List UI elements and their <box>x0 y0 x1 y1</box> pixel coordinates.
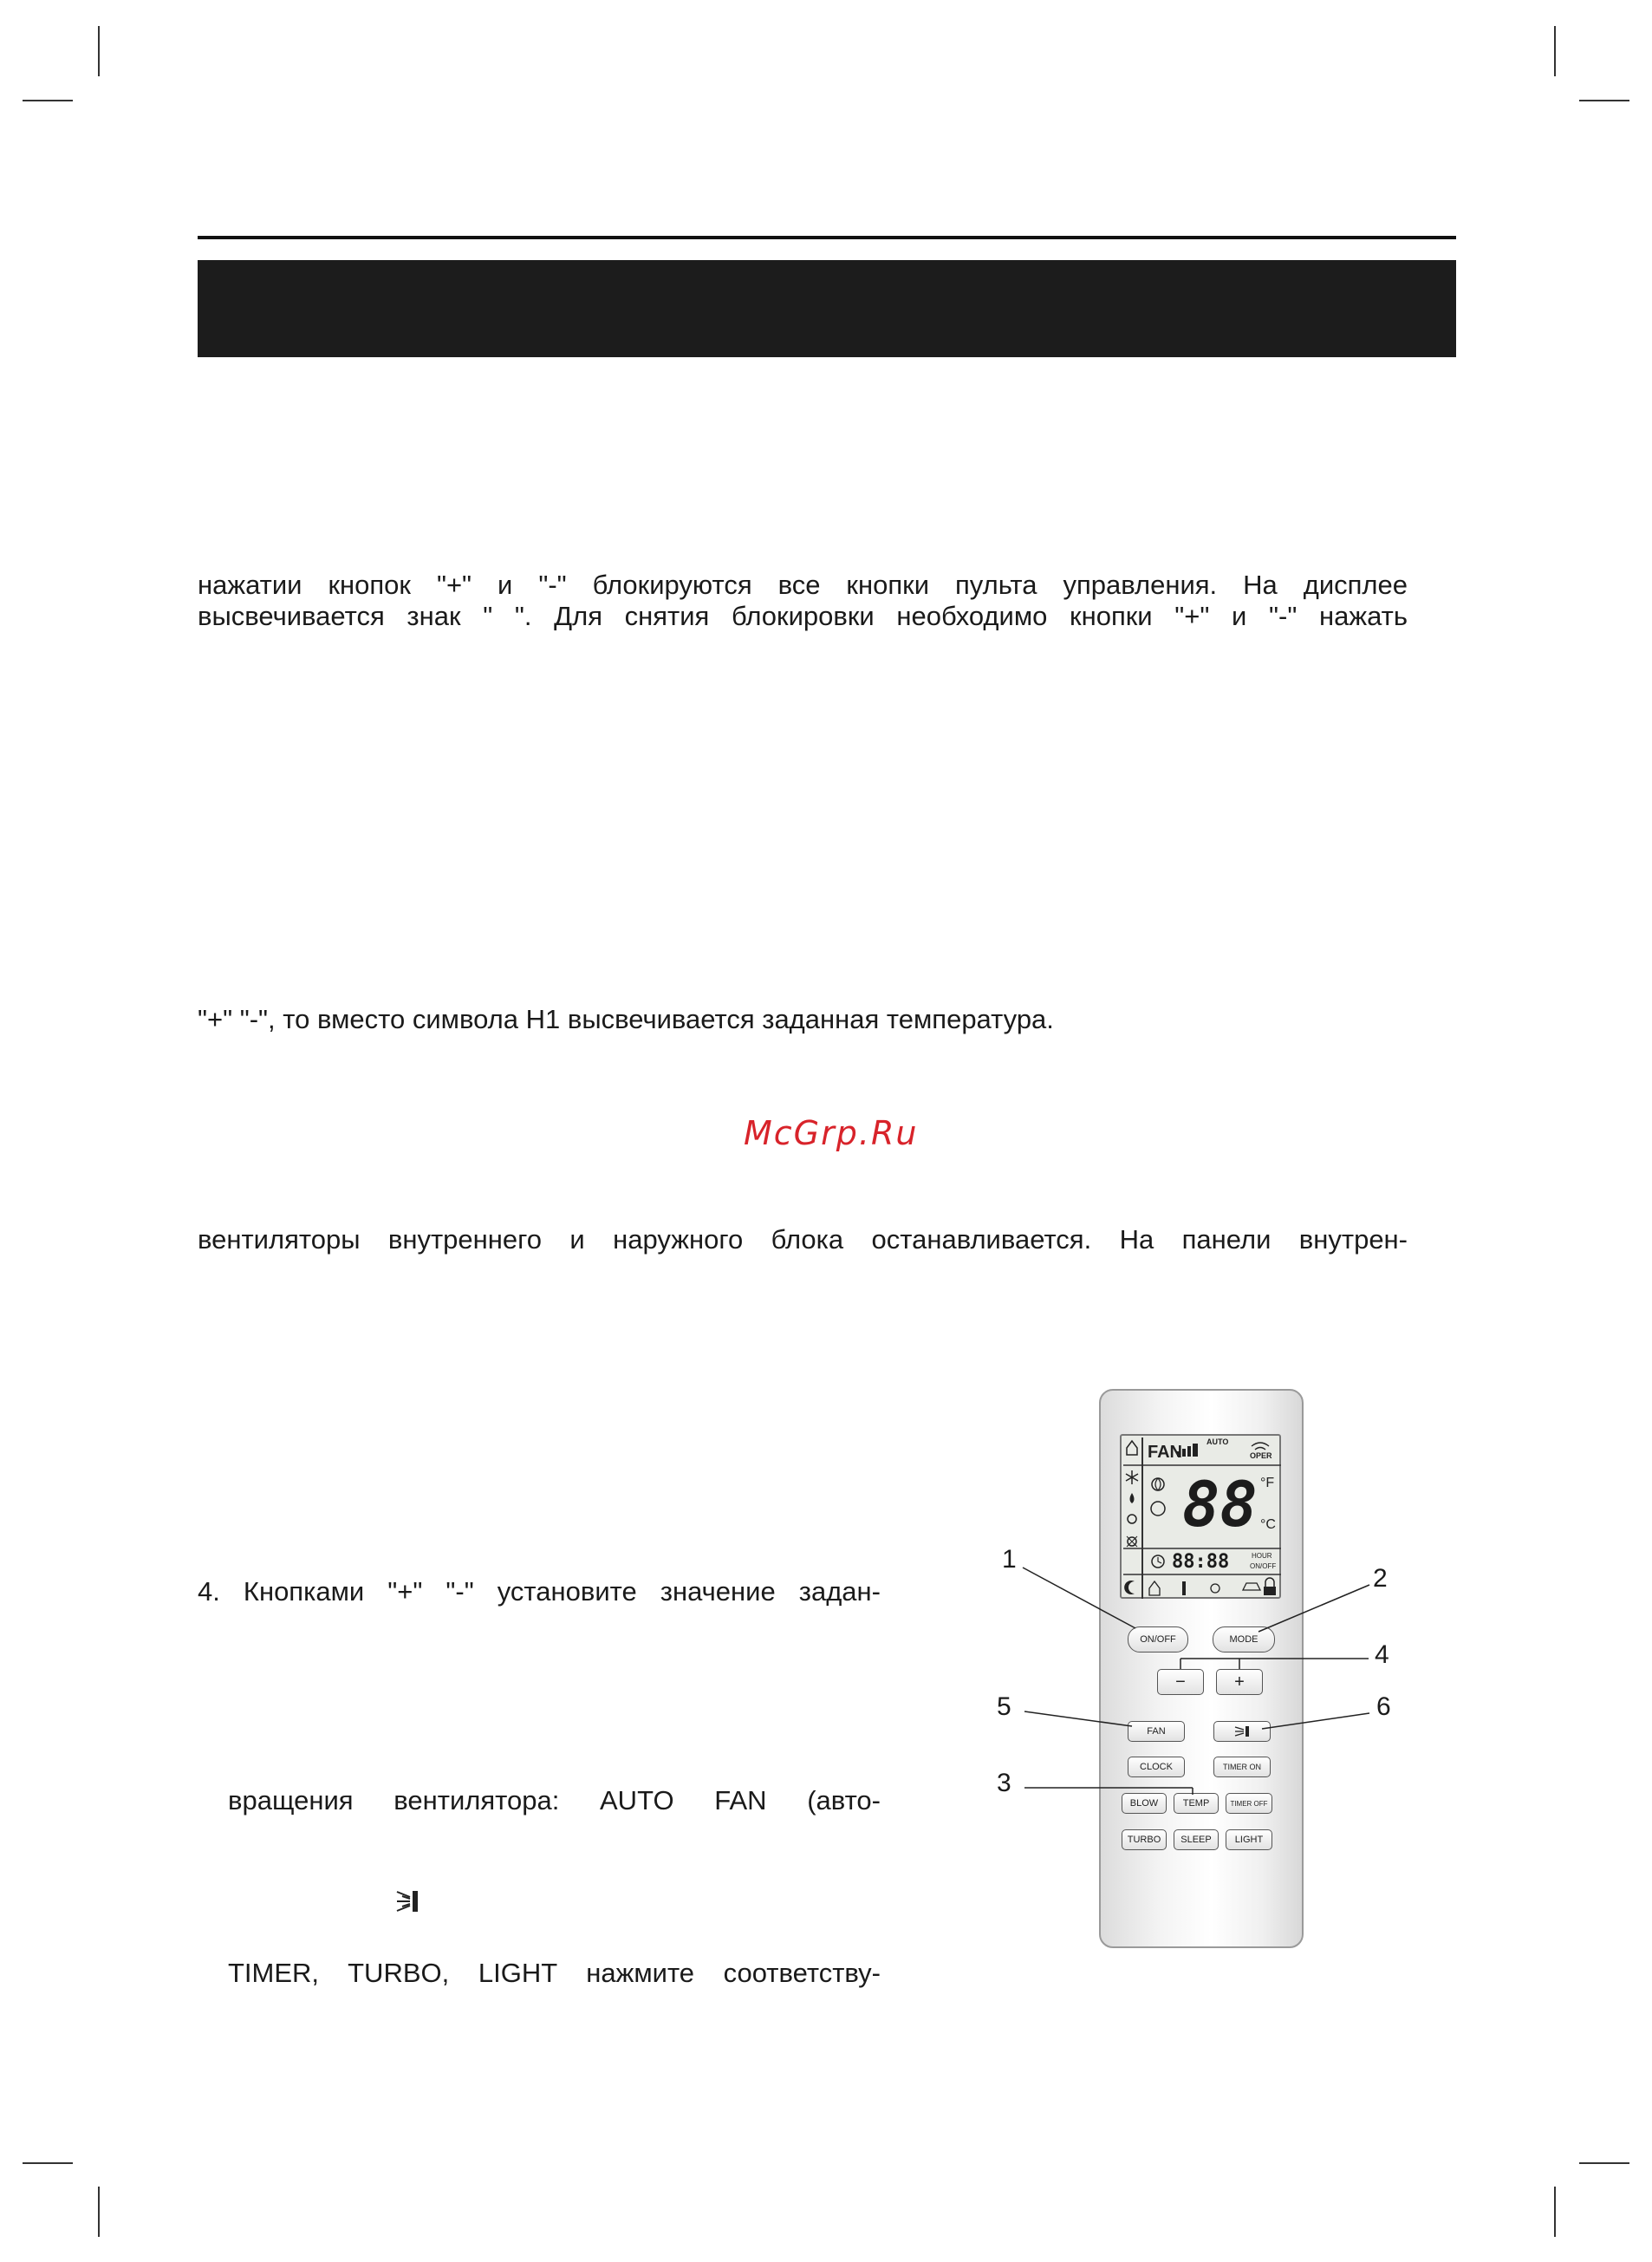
temp-button[interactable]: TEMP <box>1174 1793 1219 1814</box>
fan-button[interactable]: FAN <box>1128 1721 1185 1742</box>
callout-1: 1 <box>1002 1545 1017 1574</box>
lcd-unit-f: °F <box>1260 1476 1275 1490</box>
paragraph-line: нажатии кнопок "+" и "-" блокируются все кнопки пульта управления. На дисплее <box>198 570 1408 600</box>
lcd-auto-label: AUTO <box>1206 1437 1229 1446</box>
paragraph-line: "+" "-", то вместо символа Н1 высвечивается заданная температура. <box>198 1004 1054 1034</box>
lcd-oper-label: OPER <box>1250 1451 1272 1460</box>
callout-6: 6 <box>1376 1692 1391 1721</box>
crop-mark <box>23 2162 73 2164</box>
crop-mark <box>1554 2187 1556 2237</box>
lcd-fan-label: FAN <box>1148 1443 1182 1462</box>
crop-mark <box>1554 26 1556 76</box>
mode-button[interactable]: MODE <box>1213 1626 1275 1652</box>
timer-on-button[interactable]: TIMER ON <box>1213 1757 1271 1777</box>
plus-button[interactable]: + <box>1216 1669 1263 1695</box>
callout-4: 4 <box>1375 1640 1389 1669</box>
paragraph-line: TIMER, TURBO, LIGHT нажмите соответству- <box>228 1958 881 1988</box>
paragraph-line: вращения вентилятора: AUTO FAN (авто- <box>228 1785 881 1815</box>
timer-off-button[interactable]: TIMER OFF <box>1226 1793 1272 1814</box>
callout-2: 2 <box>1373 1564 1388 1593</box>
crop-mark <box>98 26 100 76</box>
blow-button[interactable]: BLOW <box>1122 1793 1167 1814</box>
lcd-hour-label: HOUR <box>1252 1552 1272 1560</box>
paragraph-line: 4. Кнопками "+" "-" установите значение задан- <box>198 1576 881 1607</box>
section-header-bar <box>198 260 1456 357</box>
on-off-button[interactable]: ON/OFF <box>1128 1626 1188 1652</box>
callout-5: 5 <box>997 1692 1011 1721</box>
light-button[interactable]: LIGHT <box>1226 1829 1272 1850</box>
crop-mark <box>1579 100 1629 101</box>
clock-button[interactable]: CLOCK <box>1128 1757 1185 1777</box>
lcd-unit-c: °C <box>1260 1517 1276 1532</box>
watermark: McGrp.Ru <box>744 1114 919 1152</box>
callout-leaders <box>971 1370 1456 1977</box>
callout-3: 3 <box>997 1769 1011 1797</box>
minus-button[interactable]: − <box>1157 1669 1204 1695</box>
crop-mark <box>98 2187 100 2237</box>
sleep-button[interactable]: SLEEP <box>1174 1829 1219 1850</box>
lcd-temp-digits: 88 <box>1182 1468 1258 1541</box>
direct-fan-icon <box>395 1888 420 1914</box>
turbo-button[interactable]: TURBO <box>1122 1829 1167 1850</box>
lcd-clock-digits: 88:88 <box>1172 1551 1230 1573</box>
remote-control-illustration <box>971 1370 1456 1977</box>
header-rule <box>198 236 1456 239</box>
paragraph-line: вентиляторы внутреннего и наружного блока останавливается. На панели внутрен- <box>198 1224 1408 1255</box>
paragraph-line: высвечивается знак " ". Для снятия блокировки необходимо кнопки "+" и "-" нажать <box>198 601 1408 631</box>
crop-mark <box>23 100 73 101</box>
crop-mark <box>1579 2162 1629 2164</box>
lcd-onoff-label: ON/OFF <box>1250 1562 1277 1570</box>
